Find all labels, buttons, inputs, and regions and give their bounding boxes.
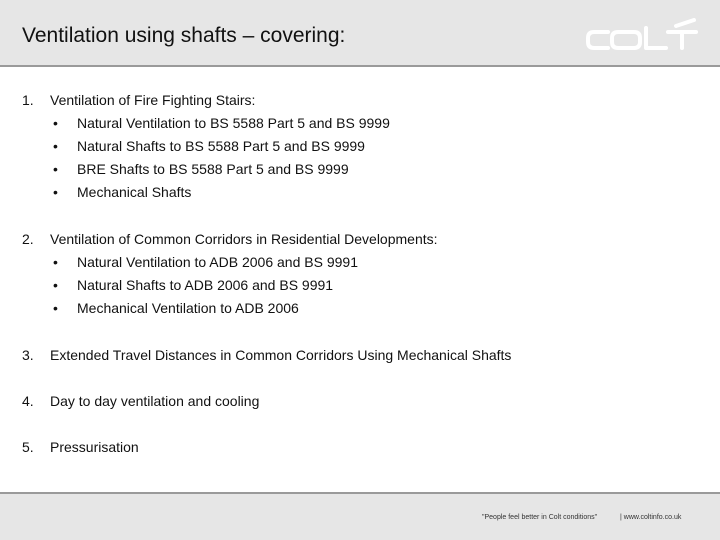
item-text: Pressurisation: [50, 439, 139, 455]
footer-band: [0, 492, 720, 540]
bullet-icon: •: [53, 115, 58, 131]
header-band: [0, 0, 720, 67]
footer-website-link[interactable]: | www.coltinfo.co.uk: [620, 514, 682, 521]
colt-logo: [584, 18, 700, 56]
item-text: Ventilation of Fire Fighting Stairs:: [50, 92, 256, 108]
item-number: 2.: [22, 231, 34, 247]
item-number: 5.: [22, 439, 34, 455]
bullet-icon: •: [53, 138, 58, 154]
bullet-text: Natural Ventilation to ADB 2006 and BS 9991: [77, 254, 358, 270]
item-number: 4.: [22, 393, 34, 409]
bullet-text: Natural Ventilation to BS 5588 Part 5 and BS 9999: [77, 115, 390, 131]
item-number: 1.: [22, 92, 34, 108]
item-text: Extended Travel Distances in Common Corridors Using Mechanical Shafts: [50, 347, 512, 363]
bullet-text: BRE Shafts to BS 5588 Part 5 and BS 9999: [77, 161, 349, 177]
bullet-text: Mechanical Shafts: [77, 184, 192, 200]
bullet-icon: •: [53, 161, 58, 177]
bullet-icon: •: [53, 277, 58, 293]
item-text: Ventilation of Common Corridors in Residential Developments:: [50, 231, 438, 247]
bullet-icon: •: [53, 184, 58, 200]
bullet-icon: •: [53, 300, 58, 316]
item-number: 3.: [22, 347, 34, 363]
bullet-text: Natural Shafts to BS 5588 Part 5 and BS 9999: [77, 138, 365, 154]
footer-tagline: "People feel better in Colt conditions": [482, 514, 598, 521]
bullet-text: Natural Shafts to ADB 2006 and BS 9991: [77, 277, 334, 293]
page-title: Ventilation using shafts – covering:: [22, 24, 346, 47]
bullet-icon: •: [53, 254, 58, 270]
bullet-text: Mechanical Ventilation to ADB 2006: [77, 300, 299, 316]
item-text: Day to day ventilation and cooling: [50, 393, 260, 409]
